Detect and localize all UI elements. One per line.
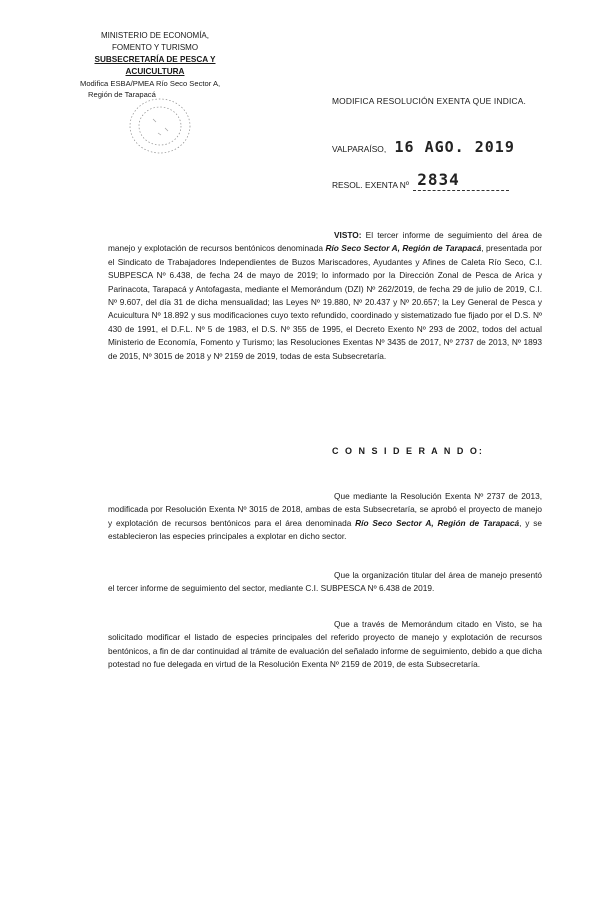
resolution-number-field — [413, 170, 509, 191]
ministry-line-1: MINISTERIO DE ECONOMÍA, — [100, 31, 209, 40]
considerando-2-text: Que la organización titular del área de manejo presentó el tercer informe de seguimiento del sector, mediante C.I. SUBPESCA Nº 6.438 de 2019. — [108, 570, 542, 594]
letterhead — [70, 30, 240, 100]
date-label: VALPARAÍSO, — [332, 144, 387, 154]
reference-line-2: Región de Tarapacá — [88, 90, 156, 99]
considerando-1-area-name: Río Seco Sector A, Región de Tarapacá — [355, 517, 520, 528]
date-stamp: 16 AGO. 2019 — [394, 138, 515, 156]
considerando-1-text-b: , y se establecieron las especies principales a explotar en dicho sector. — [108, 517, 542, 542]
document-subject: MODIFICA RESOLUCIÓN EXENTA QUE INDICA. — [332, 96, 527, 106]
considerando-paragraph-2 — [108, 569, 542, 596]
considerando-3-text: Que a través de Memorándum citado en Visto, se ha solicitado modificar el listado de especies principales del referido proyecto de manejo y explotación de recursos bentónicos, a fin de dar continuidad al trámite de evaluación del señalado informe de seguimiento, debido a que dicha potestad no fue delegada en virtud de la Resolución Exenta Nº 2159 de 2019, de esta Subsecretaría. — [108, 619, 542, 670]
considerando-1-text-a: Que mediante la Resolución Exenta Nº 2737 de 2013, modificada por Resolución Exenta Nº 3015 de 2018, ambas de esta Subsecretaría, se aprobó el proyecto de manejo y explotación de recursos bentónicos para el área denominada — [108, 491, 542, 528]
considerando-paragraph-1 — [108, 490, 542, 544]
resolution-label: RESOL. EXENTA Nº — [332, 180, 409, 190]
date-line — [332, 138, 515, 156]
visto-paragraph — [108, 229, 542, 363]
considerando-heading: C O N S I D E R A N D O: — [332, 446, 484, 456]
visto-text-1: El tercer informe de seguimiento del área de manejo y explotación de recursos bentónicos denominada — [108, 230, 542, 254]
visto-text-2: , presentada por el Sindicato de Trabajadores Independientes de Buzos Mariscadores, Ayudantes y Afines de Caleta Río Seco, C.I. SUBPESCA Nº 6.438, de fecha 24 de mayo de 2019; lo informado por la Dirección Zonal de Pesca de Arica y Parinacota, Tarapacá y Antofagasta, mediante el Memorándum (DZI) Nº 262/2019, de fecha 29 de julio de 2019, C.I. Nº 9.607, del día 31 de dicha mensualidad; las Leyes Nº 19.880, Nº 20.437 y Nº 20.657; la Ley General de Pesca y Acuicultura Nº 18.892 y sus modificaciones cuyo texto refundido, coordinado y sistematizado fue fijado por el D.S. Nº 430 de 1991, el D.F.L. Nº 5 de 1983, el D.S. Nº 355 de 1995, el Decreto Exento Nº 293 de 2002, todos del actual Ministerio de Economía, Fomento y Turismo; las Resoluciones Exentas Nº 3435 de 2017, Nº 2737 de 2013, Nº 1893 de 2015, Nº 3015 de 2018 y Nº 2159 de 2019, todas de esta Subsecretaría. — [108, 243, 542, 361]
considerando-paragraph-3 — [108, 618, 542, 672]
resolution-number: 2834 — [417, 170, 460, 189]
visto-label: VISTO: — [334, 230, 362, 240]
ministry-line-2: FOMENTO Y TURISMO — [111, 43, 199, 52]
reference-line-1: Modifica ESBA/PMEA Río Seco Sector A, — [80, 79, 221, 88]
department-name: SUBSECRETARÍA DE PESCA Y ACUICULTURA — [94, 55, 216, 76]
visto-area-name: Río Seco Sector A, Región de Tarapacá — [325, 243, 482, 254]
resolution-line — [332, 170, 509, 191]
official-seal-stamp — [125, 95, 195, 157]
